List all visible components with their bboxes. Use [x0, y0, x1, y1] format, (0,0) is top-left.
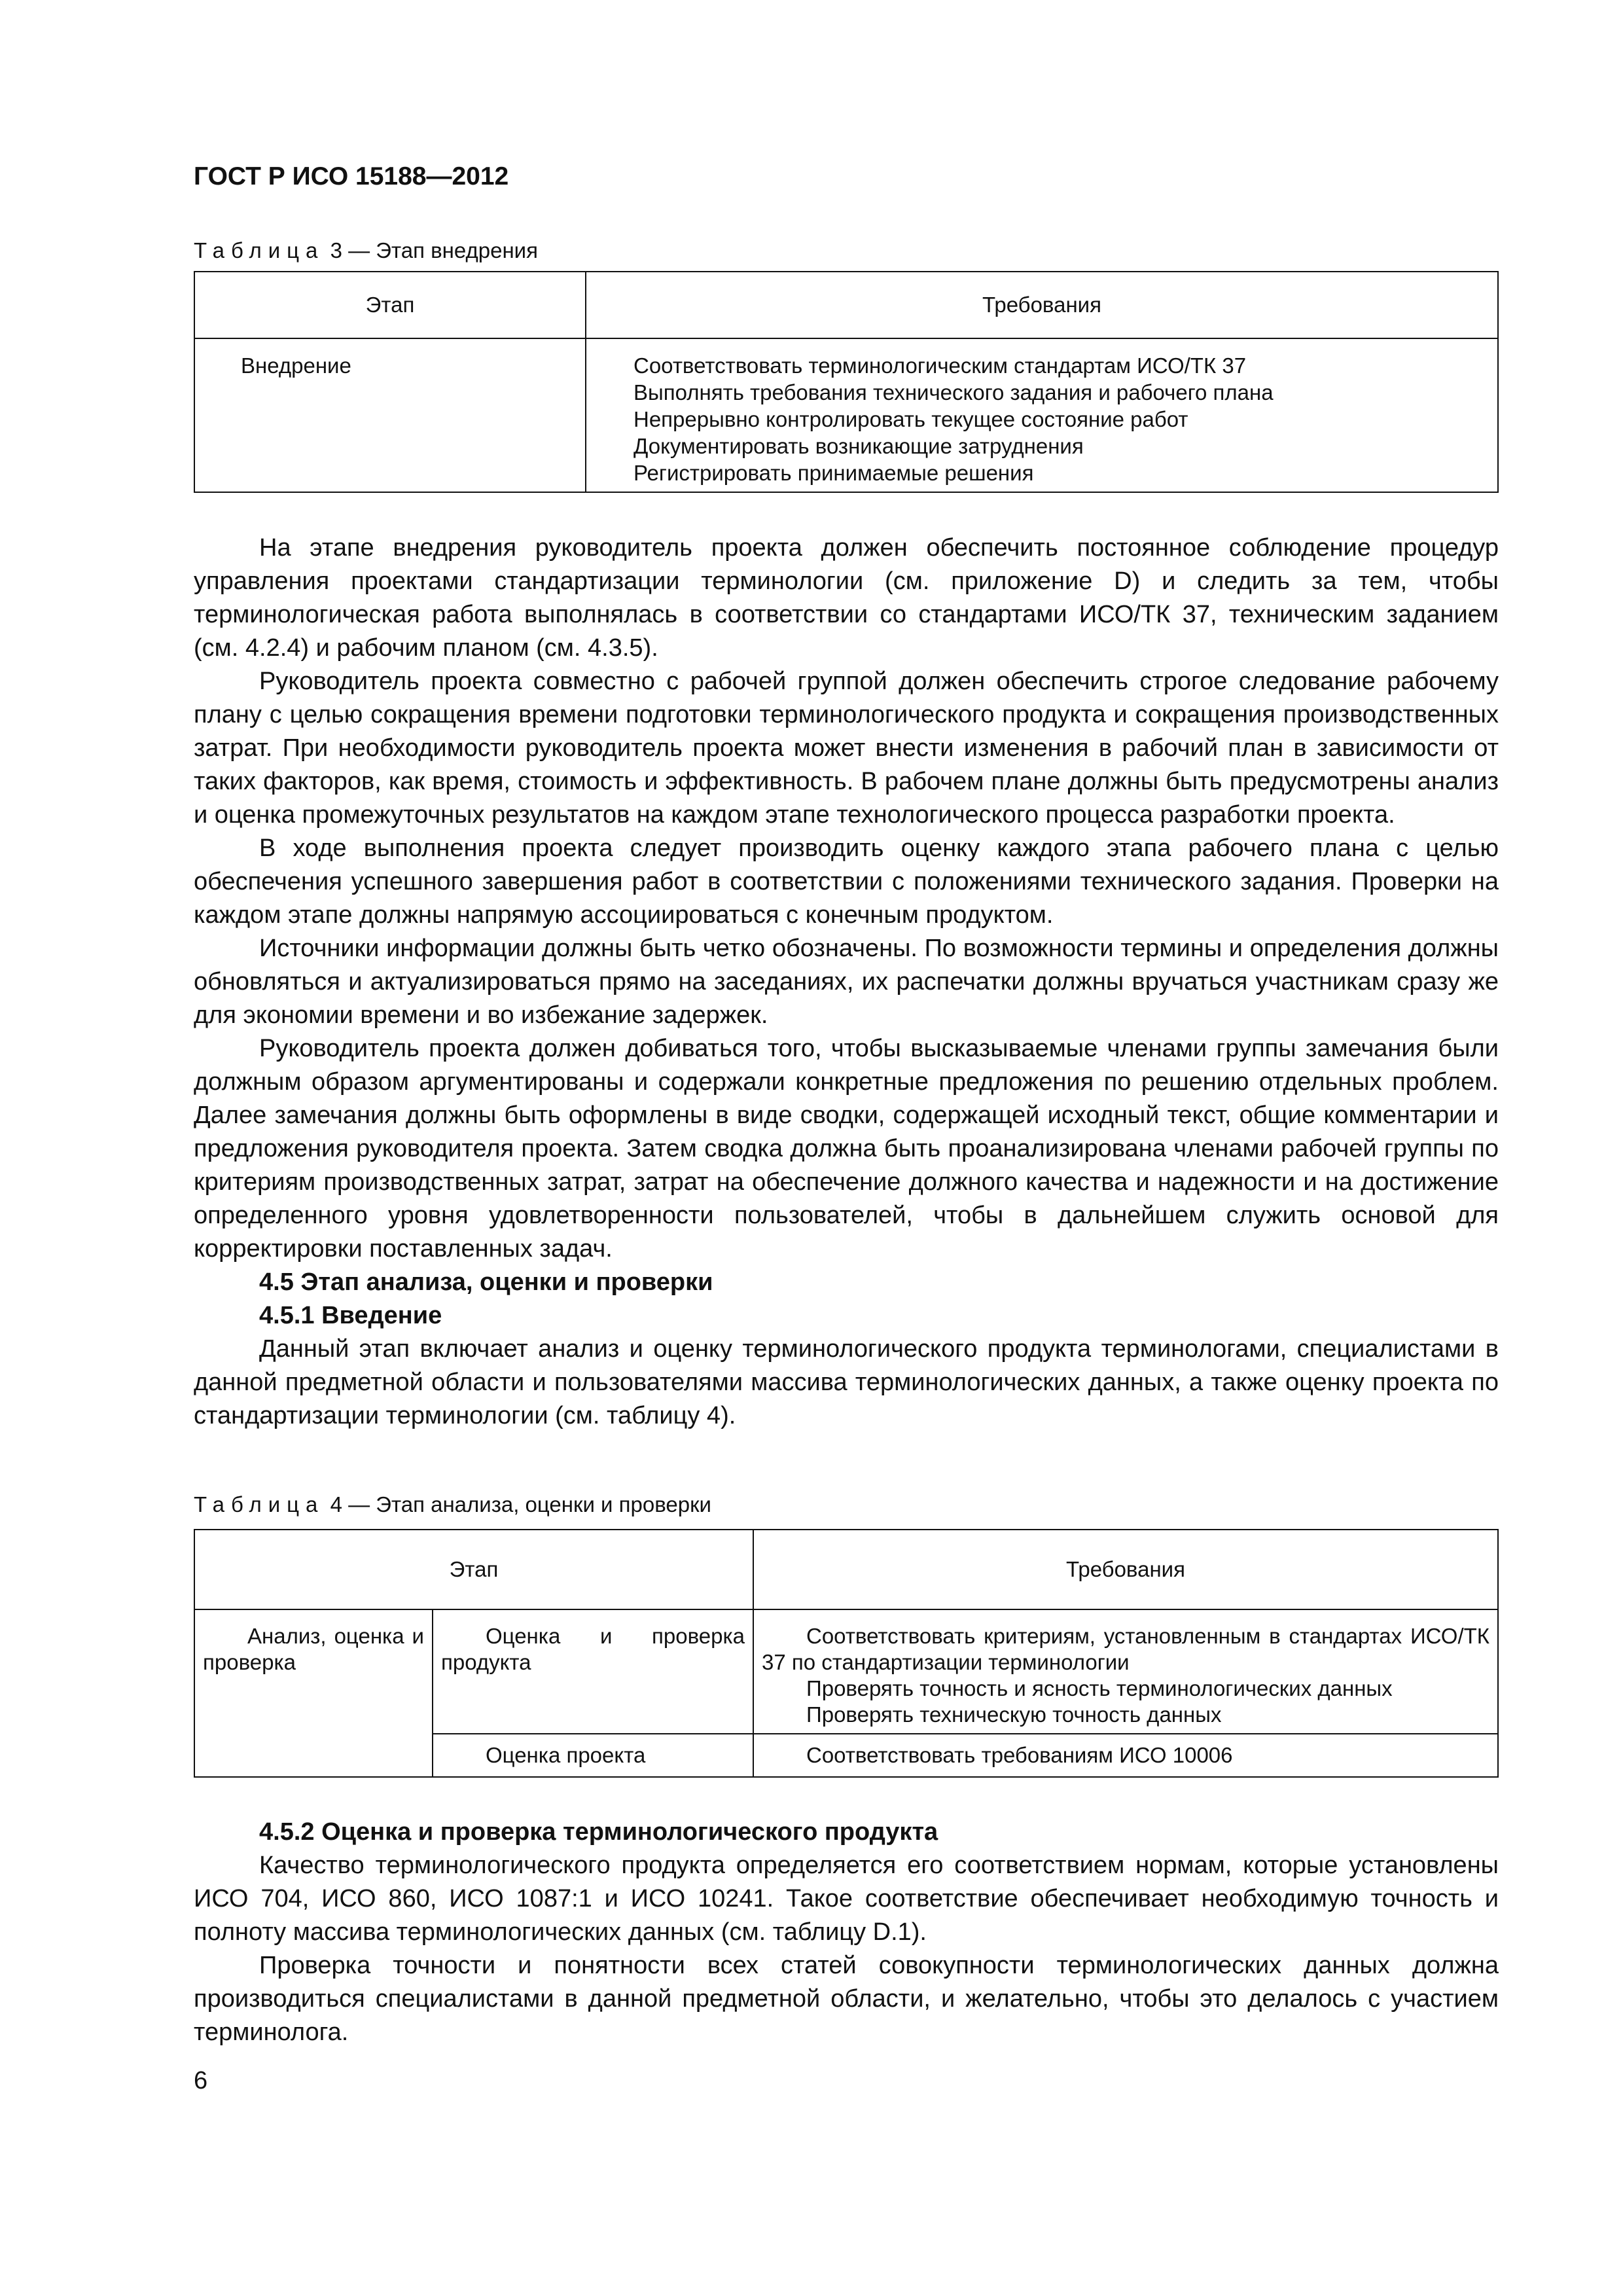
body-section-implementation	[194, 531, 1499, 1433]
table4-caption-word: Таблица	[194, 1492, 325, 1516]
table4-caption-title: 4 — Этап анализа, оценки и проверки	[330, 1492, 711, 1516]
table3-col-requirements: Требования	[586, 272, 1498, 338]
table4-sub-stage-cell	[433, 1609, 753, 1734]
table4-stage-cell	[194, 1609, 433, 1777]
table3-caption-title: 3 — Этап внедрения	[330, 238, 538, 262]
paragraph: В ходе выполнения проекта следует производить оценку каждого этапа рабочего плана с целью обеспечения успешного завершения работ в соответствии с положениями технического задания. Проверки на каждом этапе должны напрямую ассоциироваться с конечным продуктом.	[194, 834, 1499, 929]
paragraph: Данный этап включает анализ и оценку терминологического продукта терминологами, специалистами в данной предметной области и пользователями массива терминологических данных, а также оценку проекта по стандартизации терминологии (см. таблицу 4).	[194, 1335, 1499, 1429]
paragraph: Качество терминологического продукта определяется его соответствием нормам, которые установлены ИСО 704, ИСО 860, ИСО 1087:1 и ИСО 10241. Такое соответствие обеспечивает необходимую точность и полноту массива терминологических данных (см. таблицу D.1).	[194, 1852, 1499, 1946]
table4-caption	[194, 1492, 711, 1517]
table4-sub-stage-cell	[433, 1734, 753, 1777]
table4-header-row	[194, 1530, 1498, 1609]
table4-req-2: Проверять точность и ясность терминологических данных	[806, 1676, 1393, 1700]
table4-col-requirements: Требования	[753, 1530, 1498, 1609]
paragraph: Руководитель проекта совместно с рабочей группой должен обеспечить строгое следование рабочему плану с целью сокращения времени подготовки терминологического продукта и сокращения производственных затрат. При необходимости руководитель проекта может внести изменения в рабочий план в зависимости от таких факторов, как время, стоимость и эффективность. В рабочем плане должны быть предусмотрены анализ и оценка промежуточных результатов на каждом этапе технологического процесса разработки проекта.	[194, 668, 1499, 829]
table3	[194, 271, 1499, 493]
table3-stage-cell: Внедрение	[194, 338, 586, 492]
table3-caption	[194, 238, 538, 263]
body-section-4-5-2	[194, 1816, 1499, 2049]
table4-req-text: Соответствовать требованиям ИСО 10006	[806, 1743, 1233, 1767]
table4-requirements-cell	[753, 1734, 1498, 1777]
section-heading-4-5-2: 4.5.2 Оценка и проверка терминологического продукта	[259, 1818, 938, 1846]
document-header: ГОСТ Р ИСО 15188—2012	[194, 162, 509, 190]
table4-sub-stage-text: Оценка проекта	[486, 1743, 646, 1767]
paragraph: Проверка точности и понятности всех статей совокупности терминологических данных должна производиться специалистами в данной предметной области, и желательно, чтобы это делалось с участием терминолога.	[194, 1952, 1499, 2046]
table4-col-stage: Этап	[194, 1530, 753, 1609]
table4-stage-text: Анализ, оценка и проверка	[203, 1624, 424, 1674]
table3-req-1: Соответствовать терминологическим стандартам ИСО/ТК 37	[633, 353, 1247, 378]
table3-col-stage: Этап	[194, 272, 586, 338]
table4-req-3: Проверять техническую точность данных	[806, 1702, 1222, 1727]
paragraph: Источники информации должны быть четко обозначены. По возможности термины и определения должны обновляться и актуализироваться прямо на заседаниях, их распечатки должны вручаться участникам сразу же для экономии времени и во избежание задержек.	[194, 935, 1499, 1029]
table4-req-1: Соответствовать критериям, установленным в стандартах ИСО/ТК 37 по стандартизации терминологии	[762, 1624, 1489, 1674]
table4-requirements-cell	[753, 1609, 1498, 1734]
table4-row	[194, 1609, 1498, 1734]
table3-req-2: Выполнять требования технического задания и рабочего плана	[633, 380, 1274, 404]
table3-req-3: Непрерывно контролировать текущее состояние работ	[633, 407, 1188, 431]
page-number: 6	[194, 2067, 208, 2094]
paragraph: Руководитель проекта должен добиваться того, чтобы высказываемые членами группы замечания были должным образом аргументированы и содержали конкретные предложения по решению отдельных проблем. Далее замечания должны быть оформлены в виде сводки, содержащей исходный текст, общие комментарии и предложения руководителя проекта. Затем сводка должна быть проанализирована членами рабочей группы по критериям производственных затрат, затрат на обеспечение должного качества и надежности и на достижение определенного уровня удовлетворенности пользователей, чтобы в дальнейшем служить основой для корректировки поставленных задач.	[194, 1035, 1499, 1263]
paragraph: На этапе внедрения руководитель проекта должен обеспечить постоянное соблюдение процедур управления проектами стандартизации терминологии (см. приложение D) и следить за тем, чтобы терминологическая работа выполнялась в соответствии со стандартами ИСО/ТК 37, техническим заданием (см. 4.2.4) и рабочим планом (см. 4.3.5).	[194, 534, 1499, 662]
table3-row	[194, 338, 1498, 492]
table4	[194, 1529, 1499, 1778]
table4-sub-stage-text: Оценка и проверка продукта	[441, 1624, 745, 1674]
table3-header-row	[194, 272, 1498, 338]
table3-caption-word: Таблица	[194, 238, 325, 262]
section-heading-4-5-1: 4.5.1 Введение	[259, 1302, 442, 1329]
table3-req-4: Документировать возникающие затруднения	[633, 434, 1084, 458]
section-heading-4-5: 4.5 Этап анализа, оценки и проверки	[259, 1268, 713, 1296]
table3-req-5: Регистрировать принимаемые решения	[633, 461, 1034, 485]
table3-requirements-cell	[586, 338, 1498, 492]
